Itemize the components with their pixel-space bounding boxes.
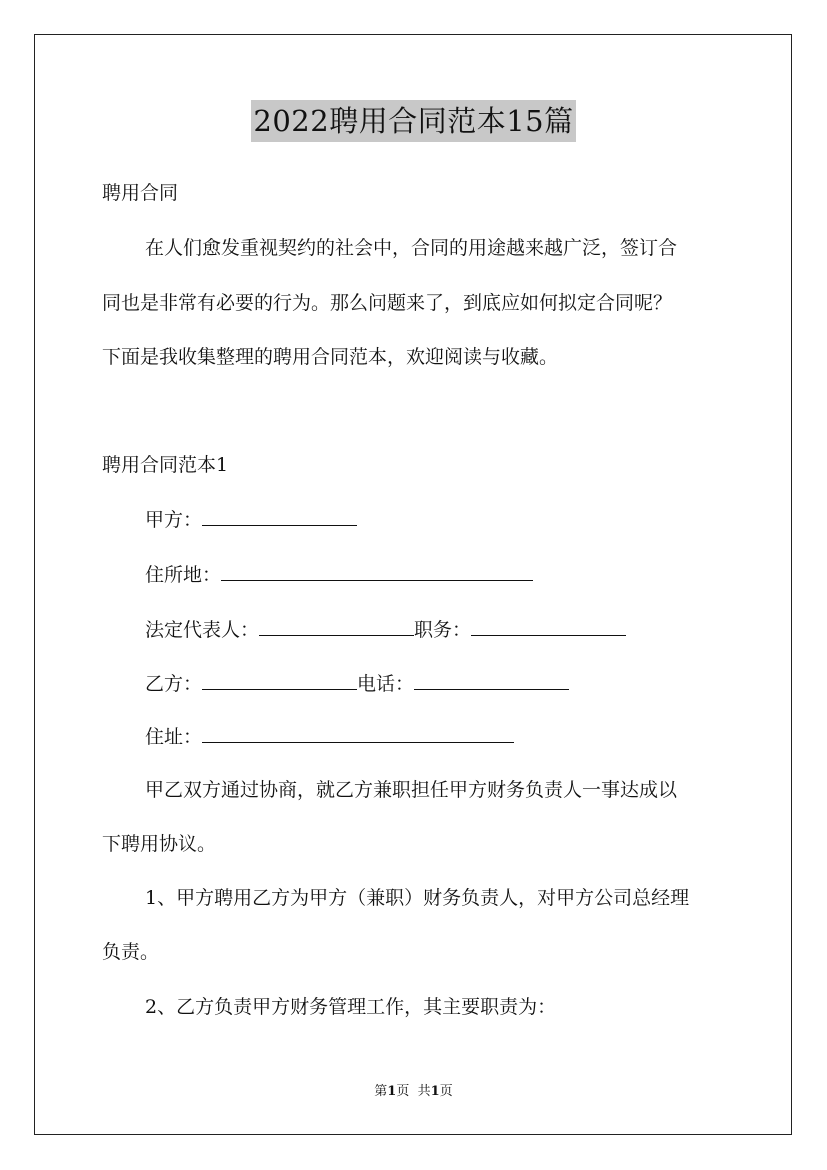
paragraph-line-3: 1、甲方聘用乙方为甲方（兼职）财务负责人，对甲方公司总经理 <box>145 887 690 909</box>
paragraph-line-1: 甲乙双方通过协商，就乙方兼职担任甲方财务负责人一事达成以 <box>145 779 678 801</box>
legal-rep-label: 法定代表人： <box>145 619 260 641</box>
title-container <box>0 100 827 142</box>
residence-row <box>145 724 514 750</box>
intro-line-1: 在人们愈发重视契约的社会中，合同的用途越来越广泛，签订合 <box>145 237 678 259</box>
party-a-label: 甲方： <box>145 509 203 531</box>
paragraph-line-5: 2、乙方负责甲方财务管理工作，其主要职责为： <box>145 996 557 1018</box>
document-title: 2022聘用合同范本15篇 <box>251 100 575 142</box>
intro-line-3: 下面是我收集整理的聘用合同范本，欢迎阅读与收藏。 <box>102 346 559 368</box>
phone-blank[interactable] <box>414 671 569 690</box>
footer-page-suffix: 页 <box>396 1084 410 1099</box>
party-b-blank[interactable] <box>202 671 357 690</box>
party-a-blank[interactable] <box>202 507 357 526</box>
party-a-row <box>145 507 357 533</box>
footer-total-prefix: 共 <box>417 1084 431 1099</box>
party-b-row <box>145 671 569 697</box>
footer-page-prefix: 第 <box>374 1084 388 1099</box>
footer-total-suffix: 页 <box>439 1084 453 1099</box>
paragraph-line-4: 负责。 <box>102 941 160 963</box>
residence-label: 住址： <box>145 726 203 748</box>
position-blank[interactable] <box>471 617 626 636</box>
intro-line-2: 同也是非常有必要的行为。那么问题来了，到底应如何拟定合同呢？ <box>102 292 673 314</box>
address-label: 住所地： <box>145 564 222 586</box>
section-heading: 聘用合同 <box>102 182 179 204</box>
legal-rep-blank[interactable] <box>259 617 414 636</box>
sample-heading: 聘用合同范本1 <box>102 454 229 476</box>
legal-rep-row <box>145 617 626 643</box>
page-footer <box>0 1083 827 1101</box>
address-row <box>145 562 533 588</box>
phone-label: 电话： <box>357 673 415 695</box>
position-label: 职务： <box>414 619 472 641</box>
footer-page-num: 1 <box>387 1084 397 1099</box>
address-blank[interactable] <box>221 562 533 581</box>
residence-blank[interactable] <box>202 724 514 743</box>
footer-total-num: 1 <box>430 1084 440 1099</box>
paragraph-line-2: 下聘用协议。 <box>102 833 217 855</box>
party-b-label: 乙方： <box>145 673 203 695</box>
